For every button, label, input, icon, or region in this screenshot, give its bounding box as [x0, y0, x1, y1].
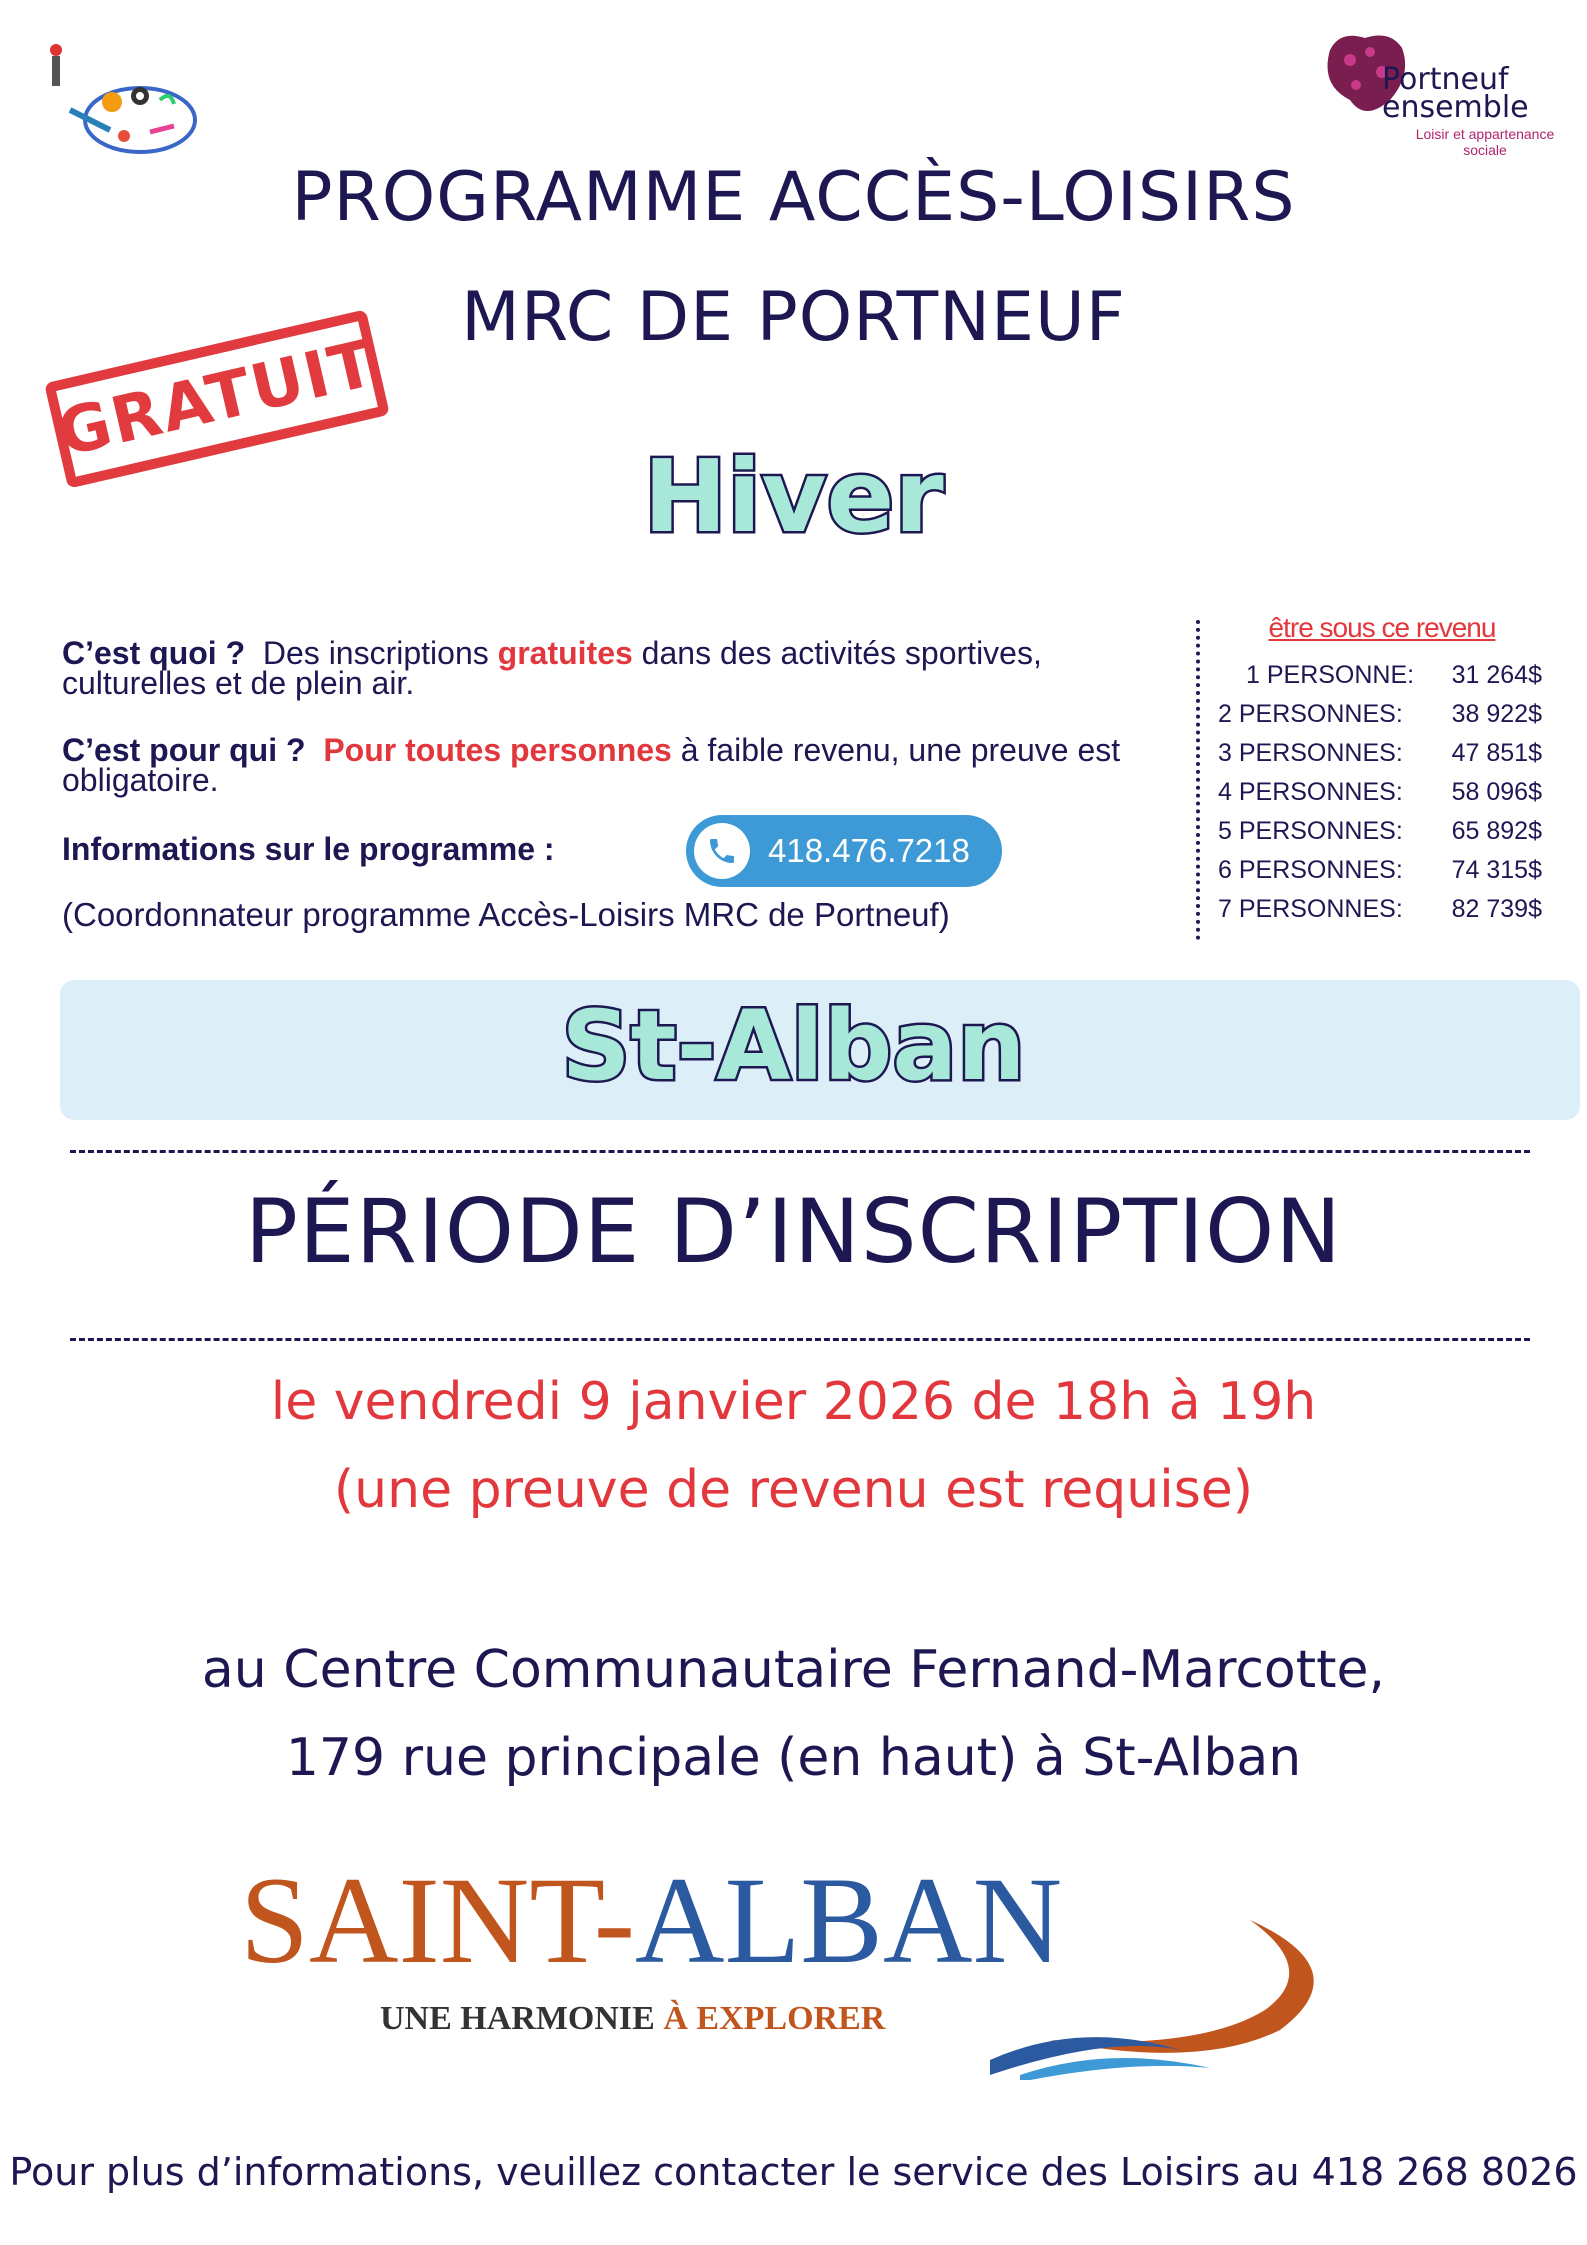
table-divider — [1196, 620, 1200, 940]
info-what-label: C’est quoi ? — [62, 635, 246, 671]
income-row-label: 2 PERSONNES: — [1218, 700, 1403, 728]
period-title: PÉRIODE D’INSCRIPTION — [244, 1180, 1343, 1283]
income-row-label: 7 PERSONNES: — [1218, 895, 1403, 923]
gratuit-stamp: GRATUIT — [44, 309, 390, 488]
income-row — [1212, 695, 1542, 734]
portneuf-name-bottom: ensemble — [1382, 90, 1529, 125]
income-row-label: 6 PERSONNES: — [1218, 856, 1403, 884]
phone-number: 418.476.7218 — [768, 832, 970, 869]
income-row — [1212, 656, 1542, 695]
income-heading: être sous ce revenu — [1268, 612, 1496, 643]
info-who-text: à faible revenu, une preuve est obligatoire. — [62, 732, 1121, 798]
saint-alban-logo — [240, 1850, 1360, 2080]
footer-contact: Pour plus d’informations, veuillez contacter le service des Loisirs au 418 268 8026 — [9, 2150, 1578, 2194]
info-who-label: C’est pour qui ? — [62, 732, 306, 768]
phone-icon — [694, 823, 750, 879]
info-what-highlight: gratuites — [497, 635, 633, 671]
coordinator-note: (Coordonnateur programme Accès-Loisirs MRC de Portneuf) — [62, 896, 950, 933]
program-title-line1: PROGRAMME ACCÈS-LOISIRS — [291, 158, 1296, 237]
info-who-highlight: Pour toutes personnes — [323, 732, 672, 768]
income-row-value: 74 315$ — [1451, 856, 1542, 884]
income-row-label: 1 PERSONNE: — [1246, 661, 1415, 689]
portneuf-ensemble-logo — [1320, 30, 1560, 160]
logo-word-alban: ALBAN — [635, 1852, 1063, 1989]
income-row-value: 38 922$ — [1451, 700, 1542, 728]
logo-tagline-a: UNE HARMONIE — [380, 2000, 655, 2037]
income-row-label: 5 PERSONNES: — [1218, 817, 1403, 845]
income-row — [1212, 734, 1542, 773]
proof-line: (une preuve de revenu est requise) — [333, 1460, 1254, 1520]
logo-word-saint: SAINT — [240, 1852, 594, 1989]
town-title: St-Alban — [561, 990, 1026, 1102]
income-row — [1212, 851, 1542, 890]
portneuf-tagline-2: sociale — [1463, 142, 1507, 158]
info-program-label-text: Informations sur le programme : — [62, 831, 555, 867]
portneuf-name-top: Portneuf — [1382, 62, 1509, 97]
income-row-label: 4 PERSONNES: — [1218, 778, 1403, 806]
logo-dash: - — [593, 1852, 636, 1989]
date-line: le vendredi 9 janvier 2026 de 18h à 19h — [270, 1372, 1317, 1432]
info-program-label — [62, 831, 555, 867]
income-row-value: 58 096$ — [1451, 778, 1542, 806]
income-table — [1212, 656, 1542, 929]
wave-swoosh-icon — [980, 1910, 1360, 2080]
info-what — [62, 635, 1162, 701]
portneuf-tagline-1: Loisir et appartenance — [1415, 126, 1555, 142]
income-row-value: 31 264$ — [1451, 661, 1542, 689]
divider-bottom — [70, 1338, 1530, 1341]
info-what-text-b: dans des activités sportives, culturelles et de plein air. — [62, 635, 1042, 701]
income-row — [1212, 890, 1542, 929]
venue-line2: 179 rue principale (en haut) à St-Alban — [285, 1728, 1302, 1788]
income-row-label: 3 PERSONNES: — [1218, 739, 1403, 767]
income-row-value: 82 739$ — [1451, 895, 1542, 923]
divider-top — [70, 1150, 1530, 1153]
program-title-line2: MRC DE PORTNEUF — [461, 278, 1126, 357]
income-row — [1212, 812, 1542, 851]
info-what-text-a: Des inscriptions — [262, 635, 489, 671]
income-row-value: 47 851$ — [1451, 739, 1542, 767]
phone-button[interactable] — [686, 815, 1002, 887]
income-row-value: 65 892$ — [1451, 817, 1542, 845]
logo-tagline-b: À EXPLORER — [663, 2000, 886, 2037]
info-who — [62, 732, 1162, 798]
income-row — [1212, 773, 1542, 812]
venue-line1: au Centre Communautaire Fernand-Marcotte, — [201, 1640, 1386, 1700]
acces-loisirs-logo — [40, 40, 200, 160]
season-title: Hiver — [643, 438, 944, 555]
